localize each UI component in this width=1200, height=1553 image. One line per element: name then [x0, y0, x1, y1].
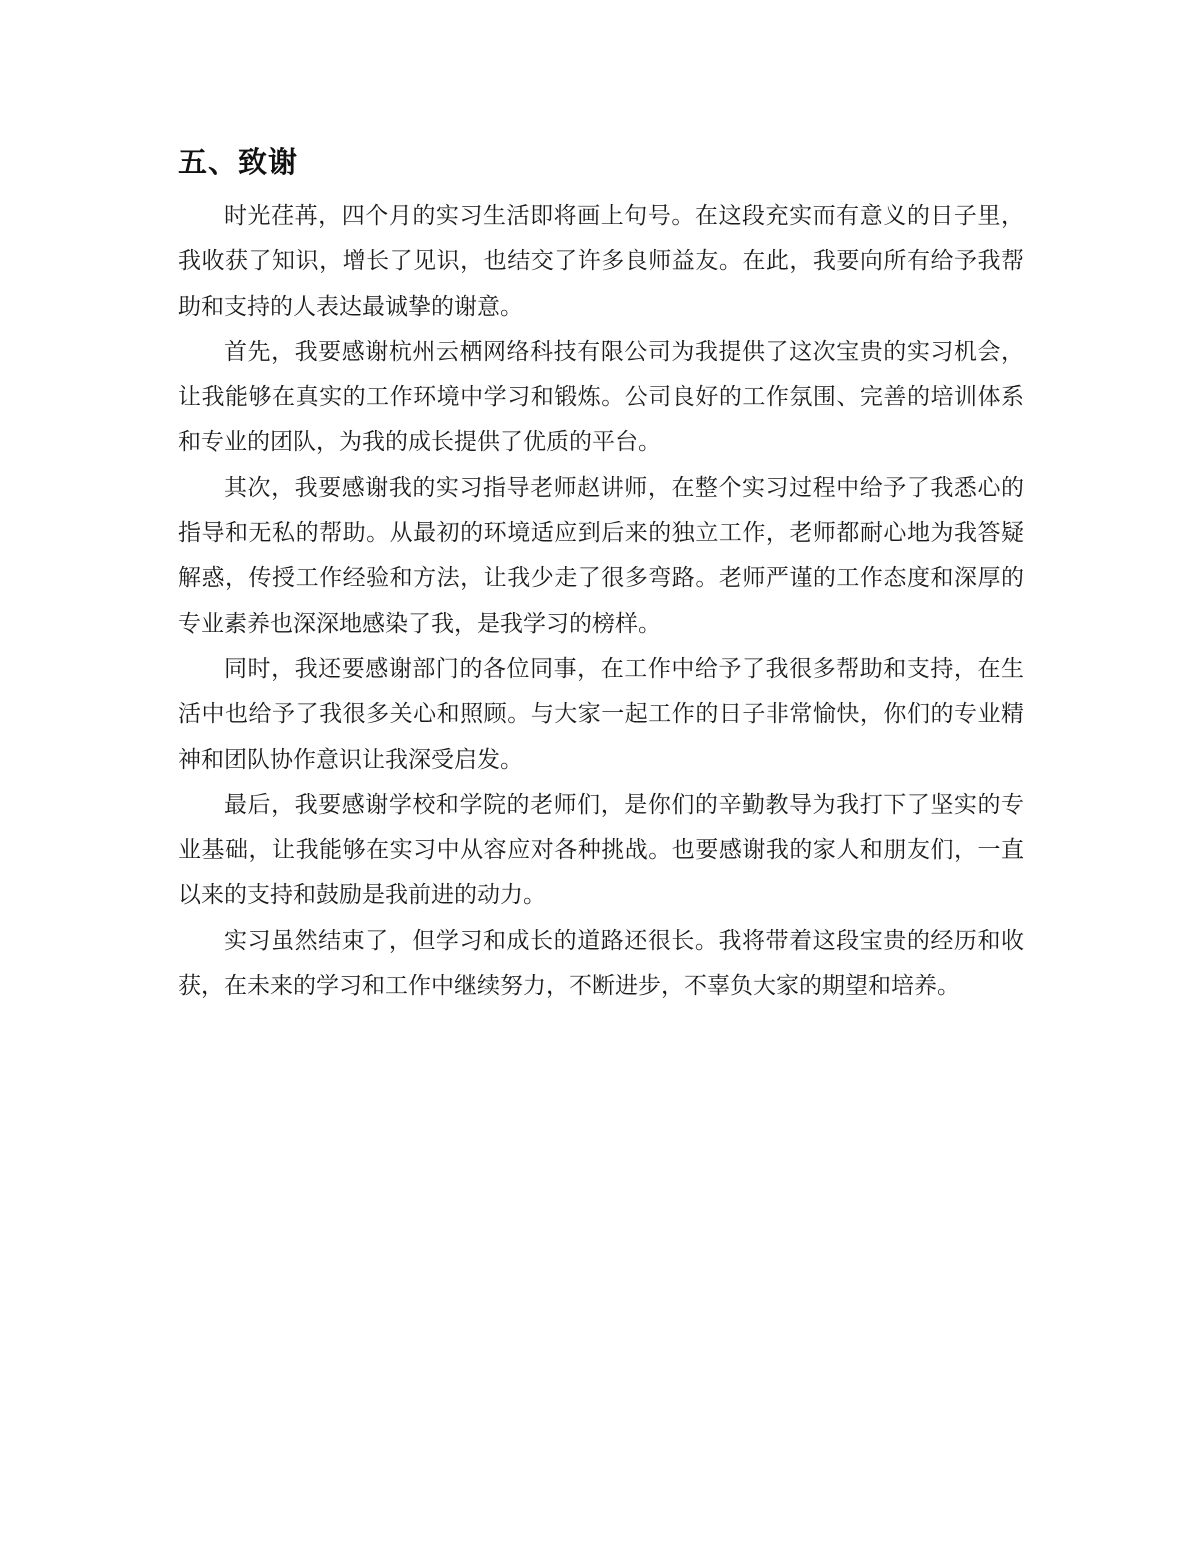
section-heading: 五、致谢: [178, 145, 299, 179]
paragraph: 首先，我要感谢杭州云栖网络科技有限公司为我提供了这次宝贵的实习机会，让我能够在真实的工作环境中学习和锻炼。公司良好的工作氛围、完善的培训体系和专业的团队，为我的成长提供了优质的平台。: [178, 338, 1024, 456]
section-body: [178, 194, 1024, 1009]
paragraph: 时光荏苒，四个月的实习生活即将画上句号。在这段充实而有意义的日子里，我收获了知识，增长了见识，也结交了许多良师益友。在此，我要向所有给予我帮助和支持的人表达最诚挚的谢意。: [178, 203, 1024, 320]
paragraph: 同时，我还要感谢部门的各位同事，在工作中给予了我很多帮助和支持，在生活中也给予了我很多关心和照顾。与大家一起工作的日子非常愉快，你们的专业精神和团队协作意识让我深受启发。: [178, 655, 1024, 773]
paragraph: 其次，我要感谢我的实习指导老师赵讲师，在整个实习过程中给予了我悉心的指导和无私的帮助。从最初的环境适应到后来的独立工作，老师都耐心地为我答疑解惑，传授工作经验和方法，让我少走了很多弯路。老师严谨的工作态度和深厚的专业素养也深深地感染了我，是我学习的榜样。: [178, 474, 1024, 637]
paragraph: 最后，我要感谢学校和学院的老师们，是你们的辛勤教导为我打下了坚实的专业基础，让我能够在实习中从容应对各种挑战。也要感谢我的家人和朋友们，一直以来的支持和鼓励是我前进的动力。: [178, 791, 1024, 909]
paragraph: 实习虽然结束了，但学习和成长的道路还很长。我将带着这段宝贵的经历和收获，在未来的学习和工作中继续努力，不断进步，不辜负大家的期望和培养。: [178, 927, 1024, 1000]
